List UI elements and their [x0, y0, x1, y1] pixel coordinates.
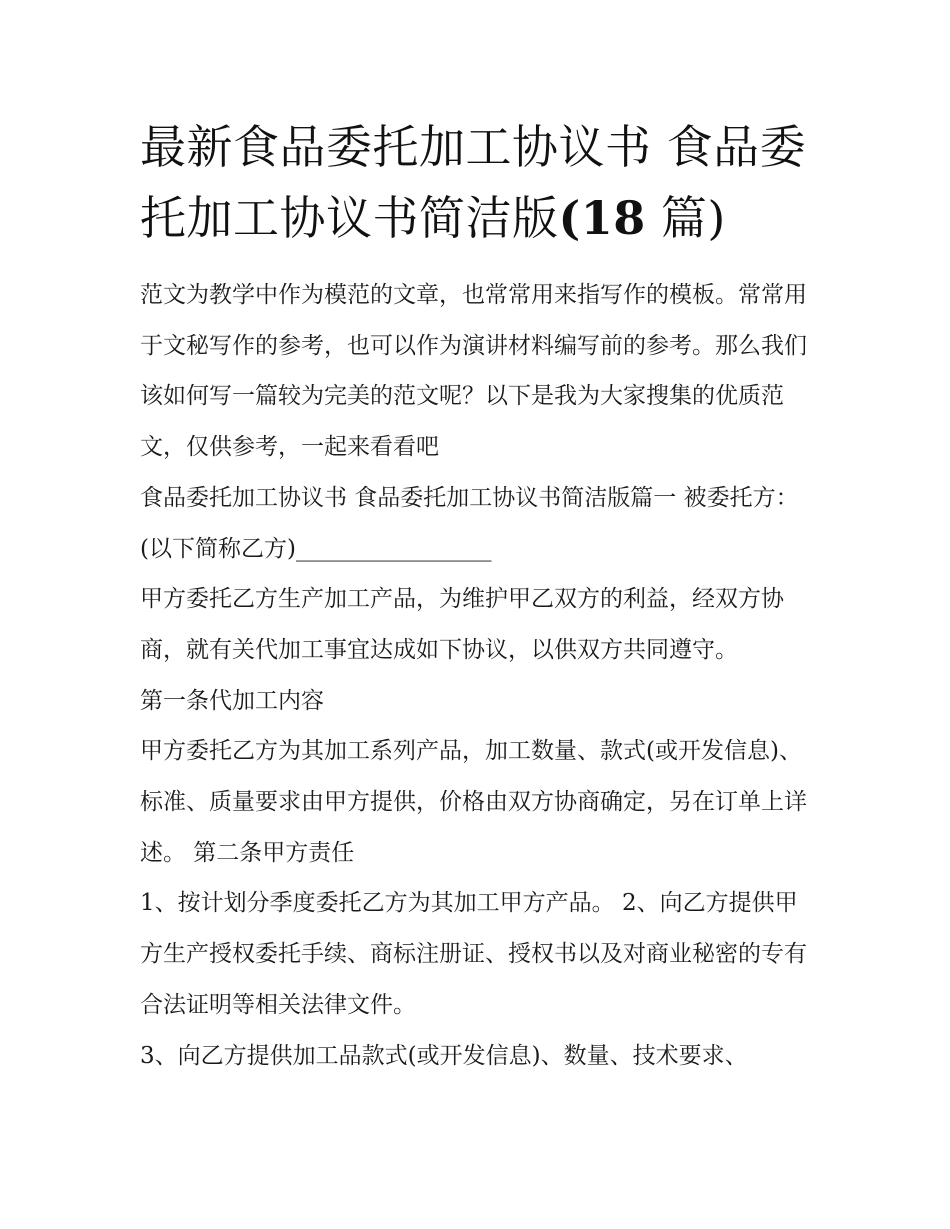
title-paren-open: (: [558, 191, 581, 245]
title-count: 18: [580, 191, 646, 245]
paragraph-section-heading: 食品委托加工协议书 食品委托加工协议书简洁版篇一 被委托方：(以下简称乙方)_________________: [140, 484, 799, 562]
paragraph-intro: 范文为教学中作为模范的文章，也常常用来指写作的模板。常常用于文秘写作的参考，也可以作为演讲材料编写前的参考。那么我们该如何写一篇较为完美的范文呢？以下是我为大家搜集的优质范文，仅供参考，一起来看看吧: [140, 282, 807, 461]
document-page: [140, 112, 816, 1081]
title-text: 最新食品委托加工协议书 食品委托加工协议书简洁版: [140, 120, 807, 245]
paragraph-article-1-body: 甲方委托乙方为其加工系列产品，加工数量、款式(或开发信息)、标准、质量要求由甲方提供，价格由双方协商确定，另在订单上详述。 第二条甲方责任: [140, 738, 807, 866]
paragraph-purpose: 甲方委托乙方生产加工产品，为维护甲乙双方的利益，经双方协商，就有关代加工事宜达成如下协议，以供双方共同遵守。: [140, 586, 784, 663]
paragraph-party-a-duty-3: 3、向乙方提供加工品款式(或开发信息)、数量、技术要求、: [140, 1042, 748, 1069]
document-title: [140, 112, 816, 254]
paragraph-party-a-duties: 1、按计划分季度委托乙方为其加工甲方产品。 2、向乙方提供甲方生产授权委托手续、商标注册证、授权书以及对商业秘密的专有合法证明等相关法律文件。: [140, 890, 807, 1018]
title-suffix: 篇): [645, 191, 726, 245]
paragraph-article-1-heading: 第一条代加工内容: [140, 687, 324, 714]
document-body: [140, 270, 816, 1081]
